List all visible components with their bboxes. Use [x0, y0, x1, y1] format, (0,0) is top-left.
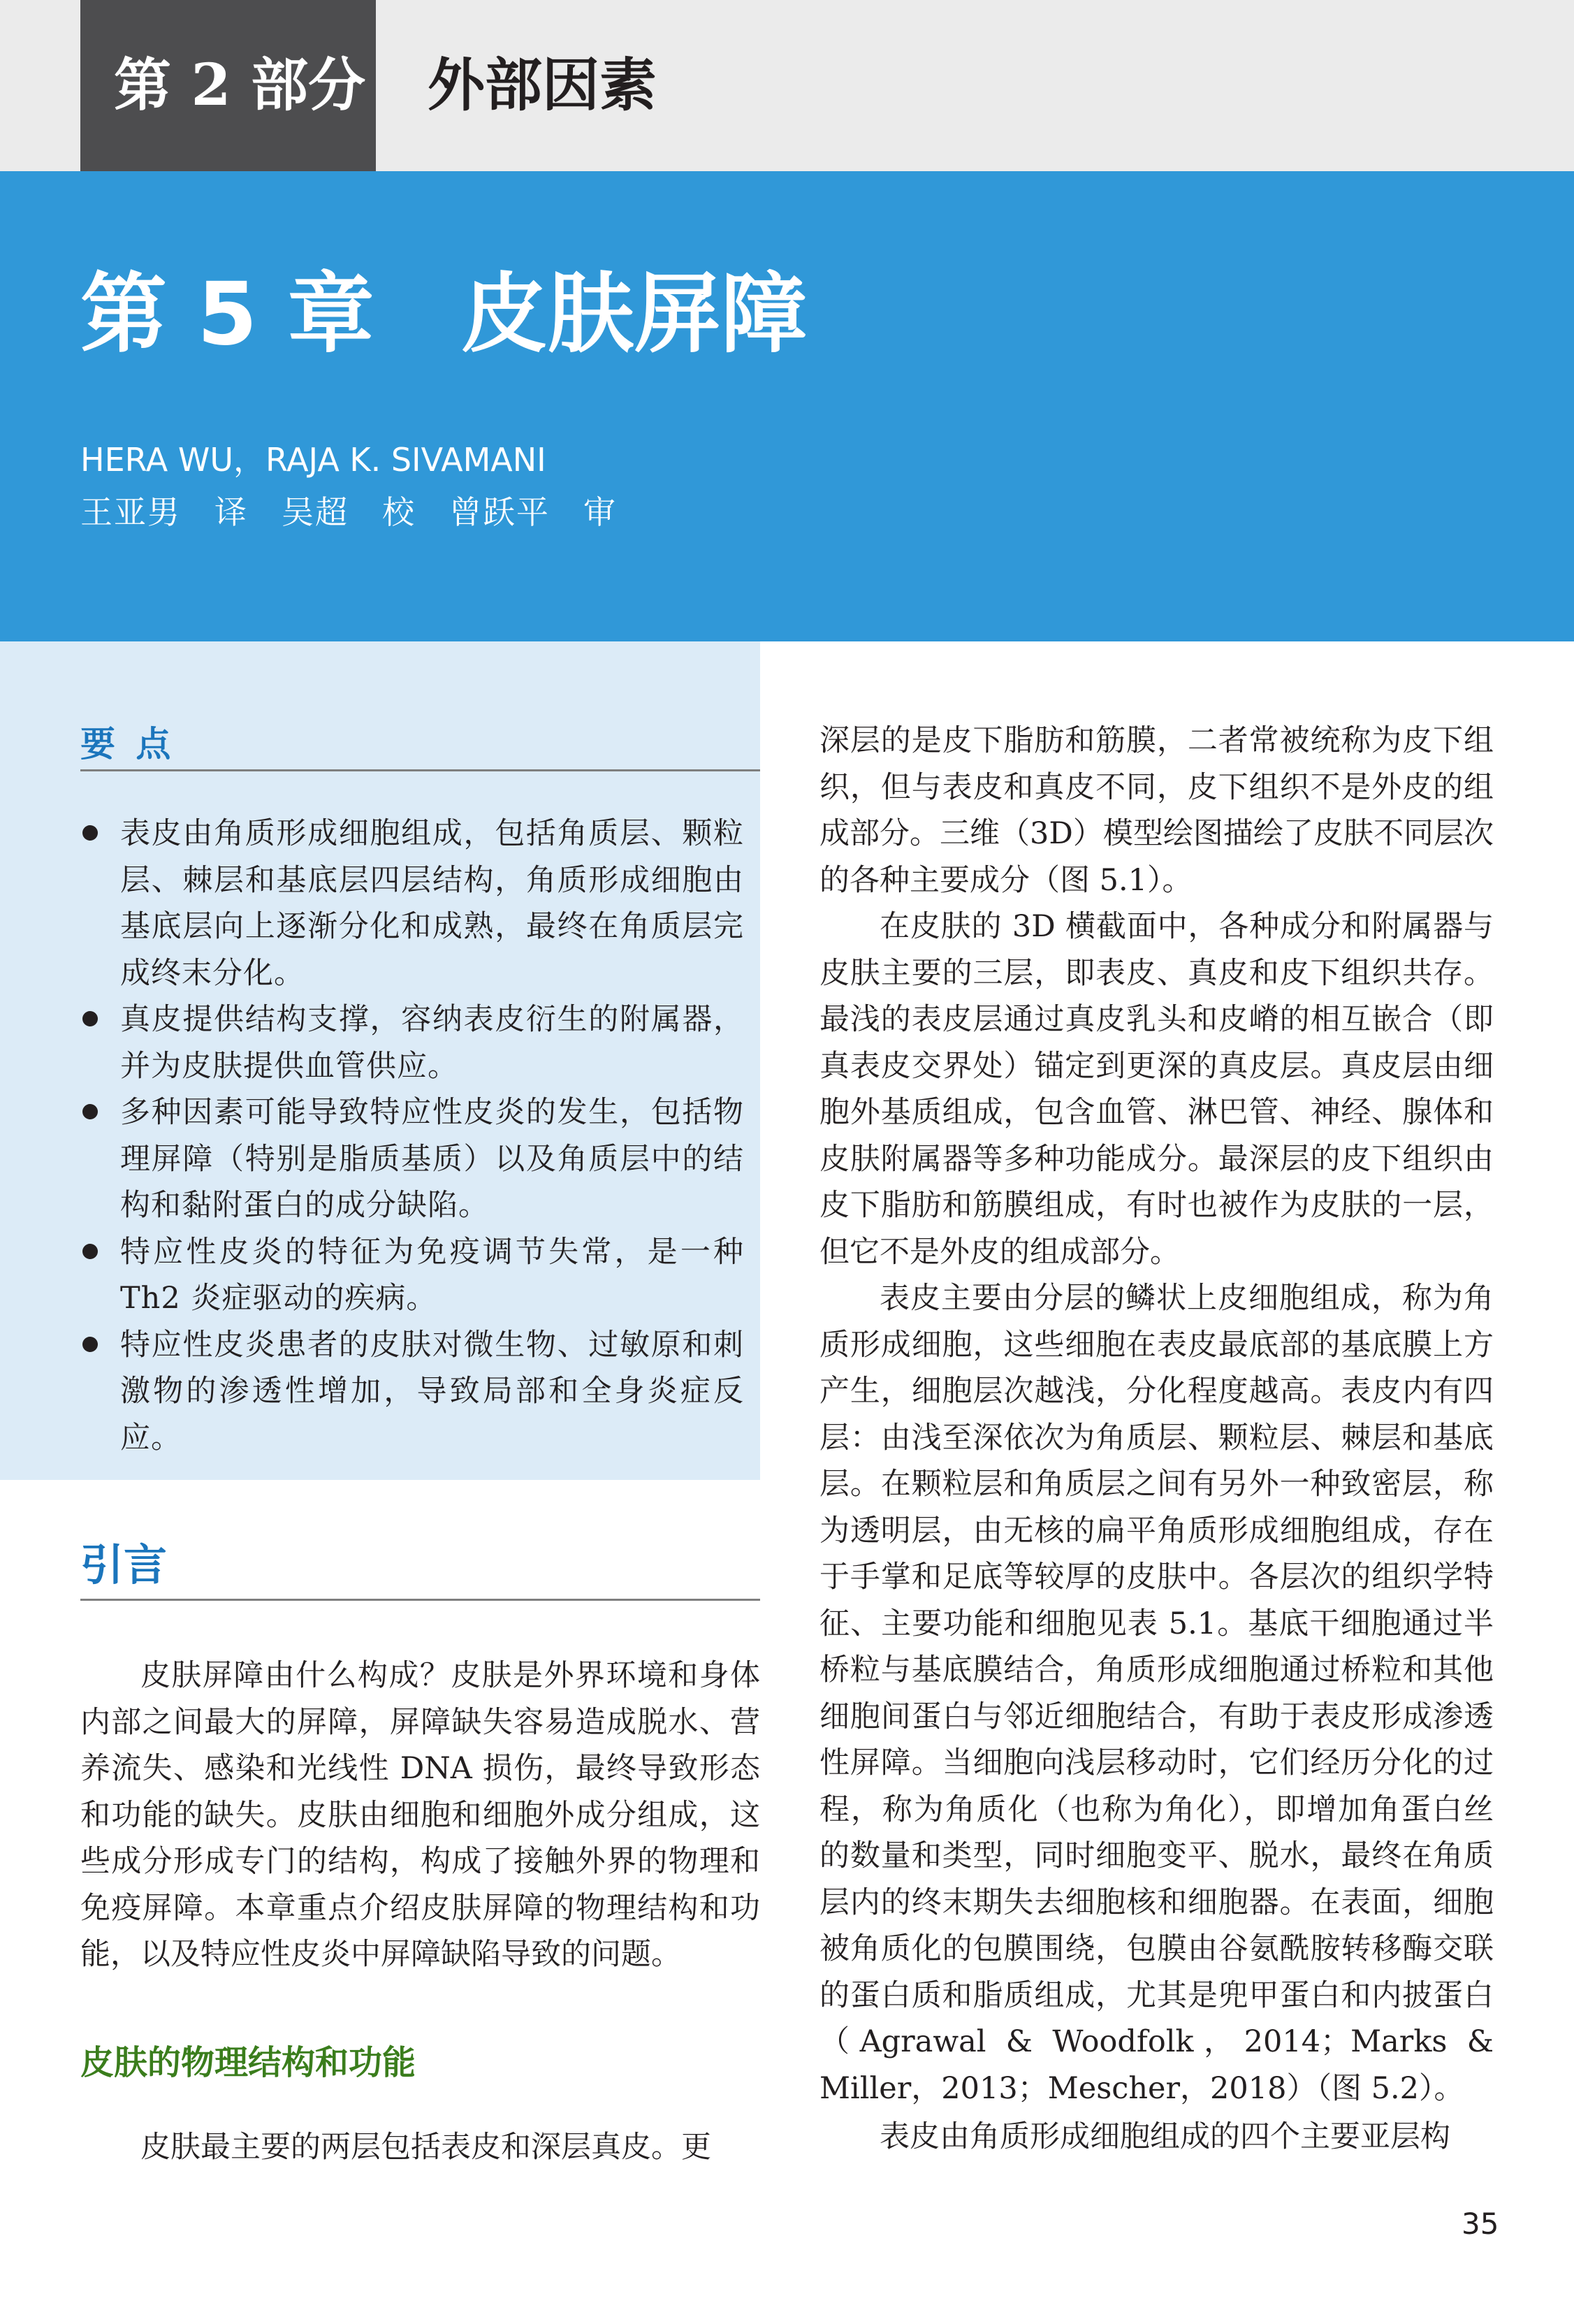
page-number: 35 — [1462, 2207, 1499, 2241]
key-point-item — [80, 1229, 744, 1322]
key-point-text: 真皮提供结构支撑，容纳表皮衍生的附属器，并为皮肤提供血管供应。 — [120, 1002, 744, 1084]
key-point-item — [80, 1089, 744, 1229]
right-paragraph-4-start: 表皮由角质形成细胞组成的四个主要亚层构 — [880, 2119, 1450, 2154]
structure-section-heading: 皮肤的物理结构和功能 — [80, 2043, 416, 2082]
part-label: 第 2 部分 — [80, 0, 376, 171]
intro-paragraph: 皮肤屏障由什么构成？皮肤是外界环境和身体内部之间最大的屏障，屏障缺失容易造成脱水、营养流失、感染和光线性 DNA 损伤，最终导致形态和功能的缺失。皮肤由细胞和细胞外成分组成，这些成分形成专门的结构，构成了接触外界的物理和免疫屏障。本章重点介绍皮肤屏障的物理结构和功能，以及特应性皮炎中屏障缺陷导致的问题。 — [80, 1658, 760, 1972]
bullet-icon — [82, 1337, 98, 1352]
intro-rule — [80, 1599, 760, 1601]
key-point-text: 表皮由角质形成细胞组成，包括角质层、颗粒层、棘层和基底层四层结构，角质形成细胞由基底层向上逐渐分化和成熟，最终在角质层完成终末分化。 — [120, 816, 744, 991]
bullet-icon — [82, 825, 98, 841]
key-point-item — [80, 996, 744, 1089]
key-points-list — [80, 811, 744, 1461]
key-point-text: 多种因素可能导致特应性皮炎的发生，包括物理屏障（特别是脂质基质）以及角质层中的结构和黏附蛋白的成分缺陷。 — [120, 1095, 744, 1223]
bullet-icon — [82, 1104, 98, 1119]
bullet-icon — [82, 1244, 98, 1259]
chapter-banner — [0, 171, 1574, 641]
key-points-heading: 要 点 — [80, 723, 175, 764]
bullet-icon — [82, 1011, 98, 1026]
right-paragraph-3: 表皮主要由分层的鳞状上皮细胞组成，称为角质形成细胞，这些细胞在表皮最底部的基底膜上方产生，细胞层次越浅，分化程度越高。表皮内有四层：由浅至深依次为角质层、颗粒层、棘层和基底层。在颗粒层和角质层之间有另外一种致密层，称为透明层，由无核的扁平角质形成细胞组成，存在于手掌和足底等较厚的皮肤中。各层次的组织学特征、主要功能和细胞见表 5.1。基底干细胞通过半桥粒与基底膜结合，角质形成细胞通过桥粒和其他细胞间蛋白与邻近细胞结合，有助于表皮形成渗透性屏障。当细胞向浅层移动时，它们经历分化的过程，称为角质化（也称为角化），即增加角蛋白丝的数量和类型，同时细胞变平、脱水，最终在角质层内的终末期失去细胞核和细胞器。在表面，细胞被角质化的包膜围绕，包膜由谷氨酰胺转移酶交联的蛋白质和脂质组成，尤其是兜甲蛋白和内披蛋白（Agrawal & Woodfolk，2014；Marks & Miller，2013；Mescher，2018）（图 5.2）。 — [819, 1281, 1494, 2106]
key-point-text: 特应性皮炎患者的皮肤对微生物、过敏原和刺激物的渗透性增加，导致局部和全身炎症反应。 — [120, 1327, 744, 1455]
chapter-authors: HERA WU，RAJA K. SIVAMANI — [80, 441, 546, 479]
chapter-title: 第 5 章 皮肤屏障 — [80, 264, 808, 365]
intro-heading: 引言 — [80, 1539, 168, 1590]
key-point-text: 特应性皮炎的特征为免疫调节失常，是一种 Th2 炎症驱动的疾病。 — [120, 1234, 744, 1316]
key-point-item — [80, 1322, 744, 1462]
part-title: 外部因素 — [428, 52, 657, 119]
structure-paragraph-start: 皮肤最主要的两层包括表皮和深层真皮。更 — [140, 2130, 711, 2165]
right-paragraph-2: 在皮肤的 3D 横截面中，各种成分和附属器与皮肤主要的三层，即表皮、真皮和皮下组织共存。最浅的表皮层通过真皮乳头和皮嵴的相互嵌合（即真表皮交界处）锚定到更深的真皮层。真皮层由细胞外基质组成，包含血管、淋巴管、神经、腺体和皮肤附属器等多种功能成分。最深层的皮下组织由皮下脂肪和筋膜组成，有时也被作为皮肤的一层，但它不是外皮的组成部分。 — [819, 909, 1494, 1270]
right-paragraph-continued: 深层的是皮下脂肪和筋膜，二者常被统称为皮下组织，但与表皮和真皮不同，皮下组织不是外皮的组成部分。三维（3D）模型绘图描绘了皮肤不同层次的各种主要成分（图 5.1）。 — [819, 723, 1494, 898]
key-points-rule — [80, 769, 760, 771]
key-point-item — [80, 811, 744, 996]
chapter-translators: 王亚男 译 吴超 校 曾跃平 审 — [80, 493, 617, 531]
